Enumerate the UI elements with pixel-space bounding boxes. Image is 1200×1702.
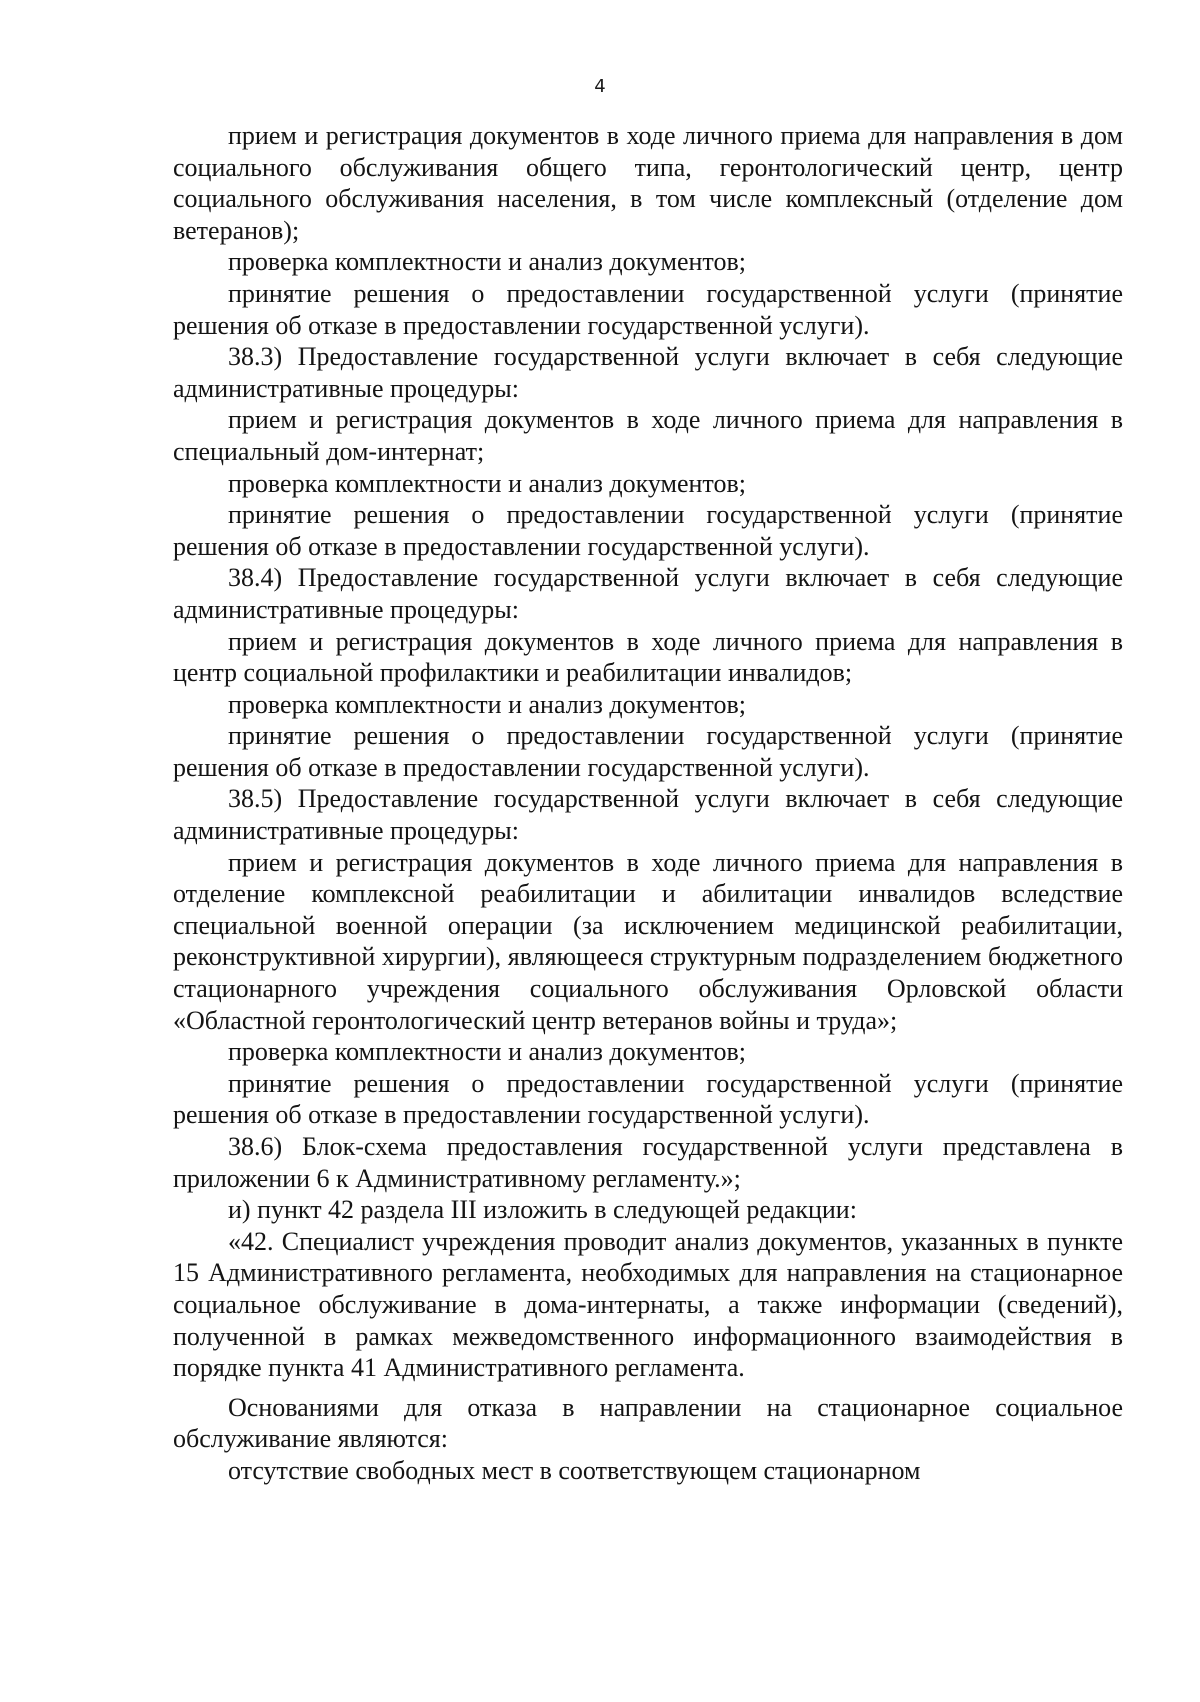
page-number: 4: [594, 76, 606, 97]
paragraph: прием и регистрация документов в ходе личного приема для направления в специальный дом-интернат;: [173, 405, 1123, 466]
paragraph: и) пункт 42 раздела III изложить в следующей редакции:: [228, 1195, 857, 1225]
paragraph: проверка комплектности и анализ документов;: [228, 1037, 746, 1067]
paragraph: проверка комплектности и анализ документов;: [228, 468, 746, 498]
paragraph: принятие решения о предоставлении государственной услуги (принятие решения об отказе в предоставлении государственной услуги).: [173, 278, 1123, 340]
paragraph: принятие решения о предоставлении государственной услуги (принятие решения об отказе в предоставлении государственной услуги).: [173, 721, 1123, 782]
paragraph: «42. Специалист учреждения проводит анализ документов, указанных в пункте 15 Административного регламента, необходимых для направления на стационарное социальное обслуживание в дома-интернаты, а также информации (сведений), полученной в рамках межведомственного информационного взаимодействия в порядке пункта 41 Административного регламента.: [173, 1226, 1123, 1383]
paragraph: проверка комплектности и анализ документов;: [228, 247, 746, 277]
paragraph: 38.3) Предоставление государственной услуги включает в себя следующие административные процедуры:: [173, 342, 1123, 403]
paragraph: принятие решения о предоставлении государственной услуги (принятие решения об отказе в предоставлении государственной услуги).: [173, 1068, 1123, 1130]
document-body: [173, 120, 1123, 1487]
paragraph: прием и регистрация документов в ходе личного приема для направления в отделение комплексной реабилитации и абилитации инвалидов вследствие специальной военной операции (за исключением медицинской реабилитации, реконструктивной хирургии), являющееся структурным подразделением бюджетного стационарного учреждения социального обслуживания Орловской области «Областной геронтологический центр ветеранов войны и труда»;: [173, 847, 1123, 1035]
paragraph: Основаниями для отказа в направлении на стационарное социальное обслуживание являются:: [173, 1392, 1123, 1454]
paragraph: отсутствие свободных мест в соответствующем стационарном: [228, 1455, 921, 1485]
paragraph: проверка комплектности и анализ документов;: [228, 689, 746, 719]
paragraph: 38.5) Предоставление государственной услуги включает в себя следующие административные процедуры:: [173, 784, 1123, 846]
paragraph: прием и регистрация документов в ходе личного приема для направления в центр социальной профилактики и реабилитации инвалидов;: [173, 626, 1123, 688]
paragraph: прием и регистрация документов в ходе личного приема для направления в дом социального обслуживания общего типа, геронтологический центр, центр социального обслуживания населения, в том числе комплексный (отделение дом ветеранов);: [173, 121, 1123, 245]
paragraph: 38.6) Блок-схема предоставления государственной услуги представлена в приложении 6 к Административному регламенту.»;: [173, 1132, 1123, 1193]
paragraph: принятие решения о предоставлении государственной услуги (принятие решения об отказе в предоставлении государственной услуги).: [173, 500, 1123, 561]
paragraph: 38.4) Предоставление государственной услуги включает в себя следующие административные процедуры:: [173, 563, 1123, 624]
